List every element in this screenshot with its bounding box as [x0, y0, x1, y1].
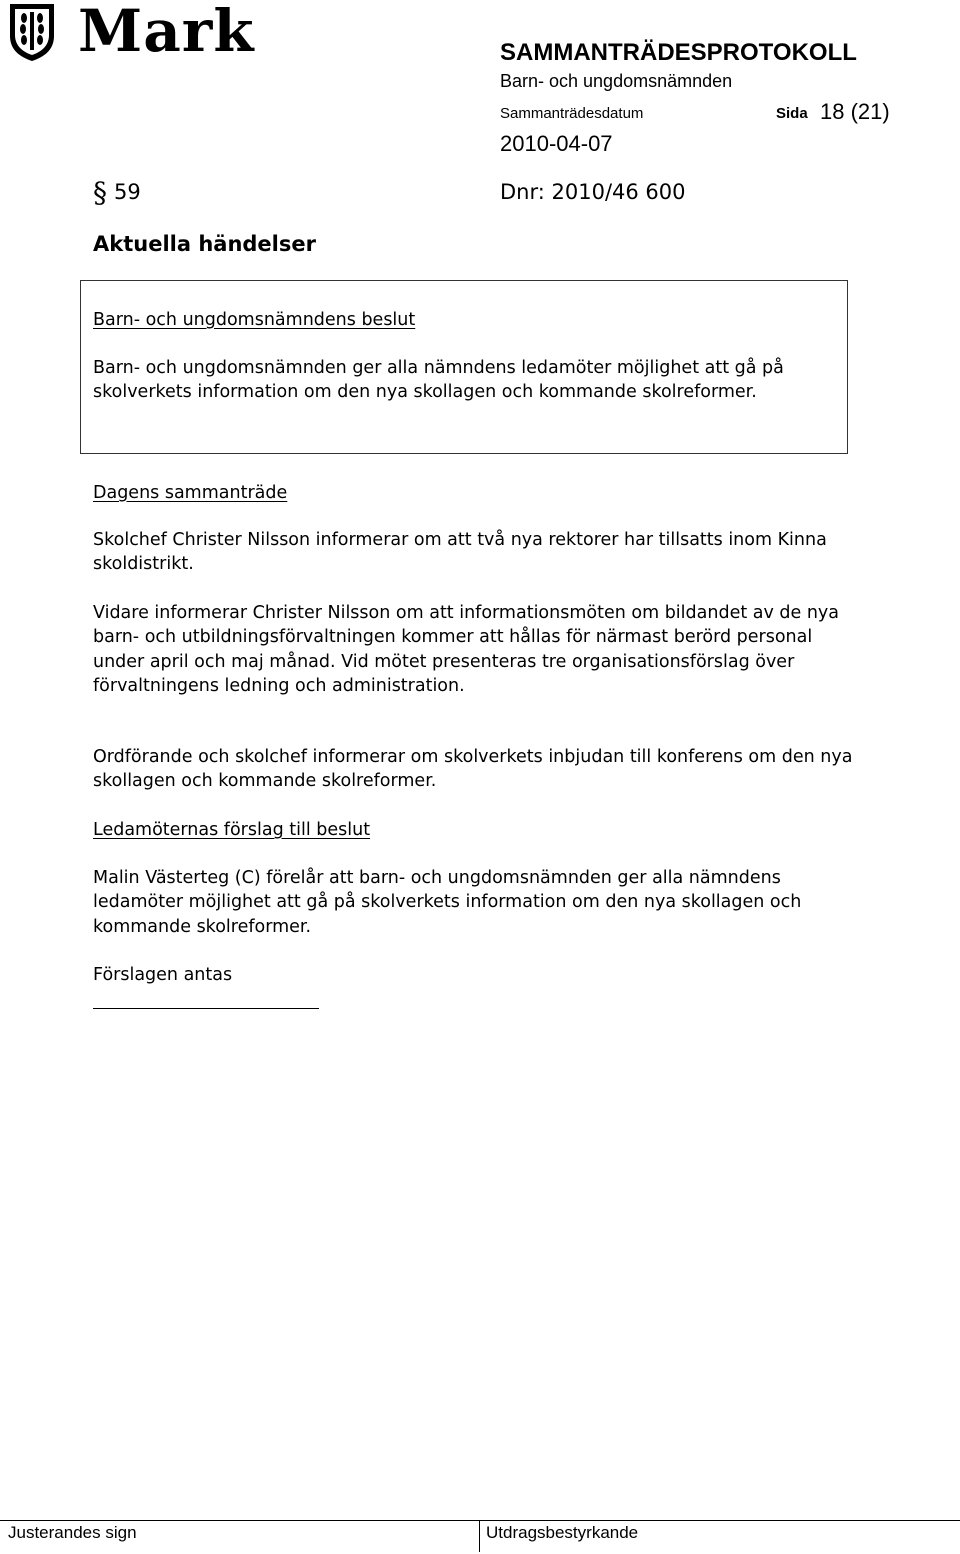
meeting-paragraph-3: Ordförande och skolchef informerar om skolverkets inbjudan till konferens om den nya skollagen och kommande skolreformer.	[93, 747, 853, 792]
paragraph-sign: §	[93, 176, 107, 209]
separator-line	[93, 1008, 319, 1009]
footer-divider	[479, 1520, 480, 1552]
committee-name: Barn- och ungdomsnämnden	[500, 71, 733, 91]
page-label: Sida	[776, 105, 808, 122]
case-number: Dnr: 2010/46 600	[500, 180, 686, 204]
document-title: SAMMANTRÄDESPROTOKOLL	[500, 39, 857, 66]
footer-rule	[0, 1520, 960, 1521]
meeting-paragraph-1: Skolchef Christer Nilsson informerar om att två nya rektorer har tillsatts inom Kinna skoldistrikt.	[93, 530, 827, 575]
decision-heading: Barn- och ungdomsnämndens beslut	[93, 310, 416, 330]
section-heading: Aktuella händelser	[93, 232, 316, 256]
paragraph-number: 59	[114, 180, 141, 204]
footer-justerandes-sign: Justerandes sign	[8, 1523, 137, 1542]
proposals-outcome: Förslagen antas	[93, 965, 233, 985]
page-number: 18 (21)	[820, 99, 890, 124]
municipality-logo-text: Mark	[78, 0, 255, 65]
meeting-date-label: Sammanträdesdatum	[500, 105, 644, 122]
municipality-crest-icon	[6, 2, 58, 62]
footer-utdragsbestyrkande: Utdragsbestyrkande	[486, 1523, 639, 1542]
decision-text: Barn- och ungdomsnämnden ger alla nämndens ledamöter möjlighet att gå på skolverkets information om den nya skollagen och kommande skolreformer.	[93, 358, 784, 403]
meeting-date: 2010-04-07	[500, 131, 613, 156]
meeting-paragraph-2: Vidare informerar Christer Nilsson om att informationsmöten om bildandet av de nya barn- och utbildningsförvaltningen kommer att hållas för närmast berörd personal under april och maj månad. Vid mötet presenteras tre organisationsförslag över förvaltningens ledning och administration.	[93, 603, 840, 696]
meeting-heading: Dagens sammanträde	[93, 483, 288, 503]
proposals-heading: Ledamöternas förslag till beslut	[93, 820, 371, 840]
proposals-text: Malin Västerteg (C) förelår att barn- och ungdomsnämnden ger alla nämndens ledamöter möjlighet att gå på skolverkets information om den nya skollagen och kommande skolreformer.	[93, 868, 802, 937]
